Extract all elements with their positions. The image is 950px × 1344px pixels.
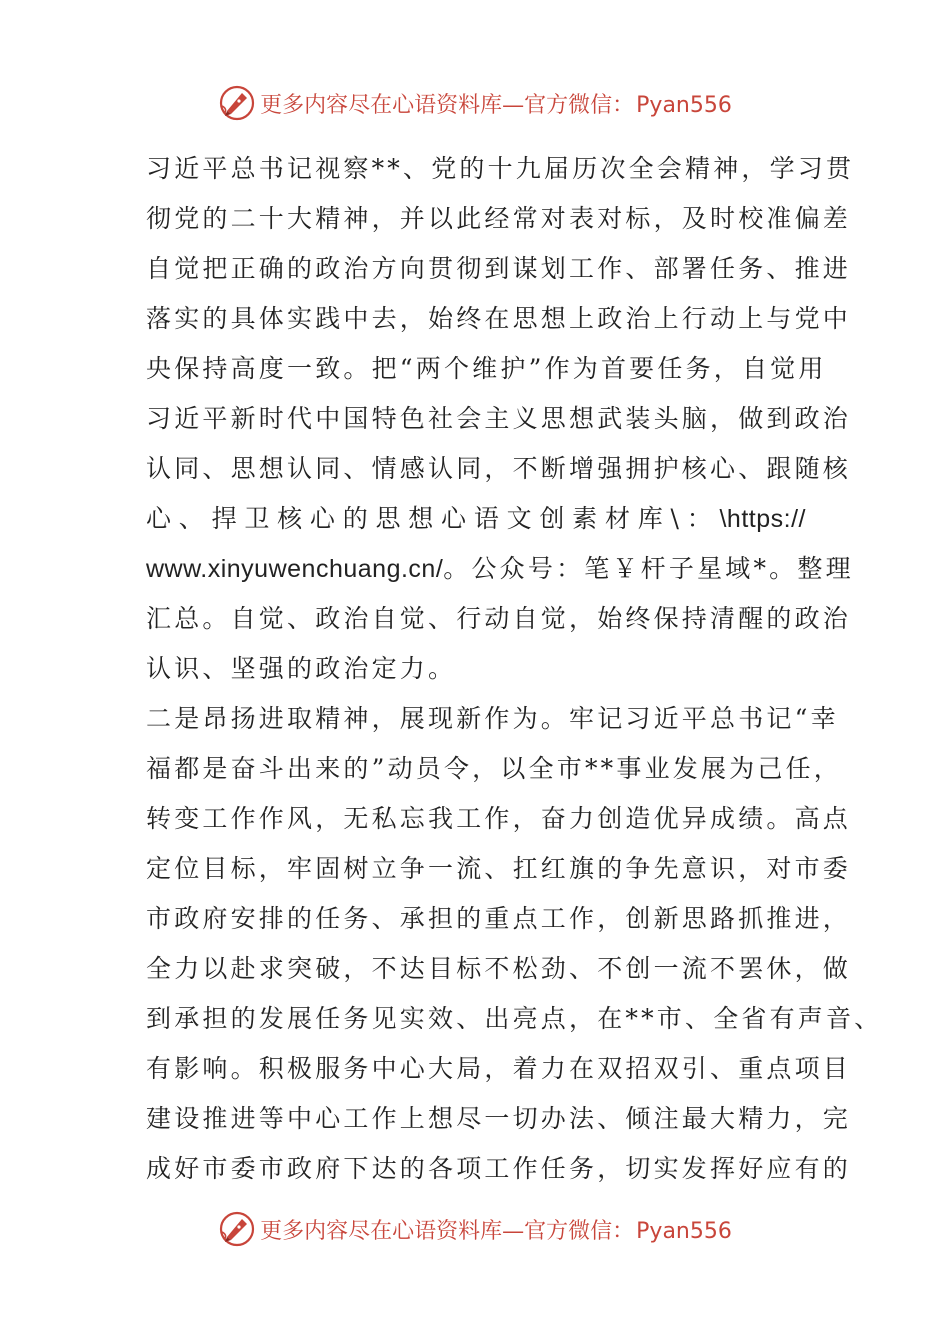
char: 材 xyxy=(604,504,630,533)
watermark-wechat-id: Pyan556 xyxy=(636,92,732,118)
text-line: 彻党的二十大精神，并以此经常对表对标，及时校准偏差 xyxy=(146,204,852,233)
char: 思 xyxy=(375,504,401,533)
char: 心 xyxy=(146,504,172,533)
watermark-site-text: 更多内容尽在心语资料库 xyxy=(260,92,503,118)
text-line: 到承担的发展任务见实效、出亮点，在**市、全省有声音、 xyxy=(146,1004,883,1033)
text-line: 有影响。积极服务中心大局，着力在双招双引、重点项目 xyxy=(146,1054,852,1083)
char: 心 xyxy=(309,504,335,533)
text-line: 定位目标，牢固树立争一流、扛红旗的争先意识，对市委 xyxy=(146,854,852,883)
char: 、 xyxy=(178,504,204,533)
watermark-wechat-id: Pyan556 xyxy=(636,1218,732,1244)
url-line-rest: 。公众号：笔￥杆子星域*。整理 xyxy=(443,554,854,583)
text-line: 市政府安排的任务、承担的重点工作，创新思路抓推进， xyxy=(146,904,852,933)
text-line: 落实的具体实践中去，始终在思想上政治上行动上与党中 xyxy=(146,304,852,333)
watermark-banner-bottom xyxy=(0,1209,950,1249)
text-line: 成好市委市政府下达的各项工作任务，切实发挥好应有的 xyxy=(146,1154,852,1183)
text-line-justified xyxy=(146,496,806,546)
text-line: 转变工作作风，无私忘我工作，奋力创造优异成绩。高点 xyxy=(146,804,852,833)
char: ： xyxy=(686,504,712,533)
char: \ xyxy=(670,504,679,533)
char: 卫 xyxy=(244,504,270,533)
text-line: 认同、思想认同、情感认同，不断增强拥护核心、跟随核 xyxy=(146,454,852,483)
text-line: 建设推进等中心工作上想尽一切办法、倾注最大精力，完 xyxy=(146,1104,852,1133)
text-line-url xyxy=(146,546,854,596)
text-line: 全力以赴求突破，不达目标不松劲、不创一流不罢休，做 xyxy=(146,954,852,983)
watermark-site-text: 更多内容尽在心语资料库 xyxy=(260,1218,503,1244)
char: 想 xyxy=(408,504,434,533)
char: 捍 xyxy=(211,504,237,533)
char: 语 xyxy=(473,504,499,533)
char: 创 xyxy=(539,504,565,533)
text-line: 习近平新时代中国特色社会主义思想武装头脑，做到政治 xyxy=(146,404,852,433)
text-line: 自觉把正确的政治方向贯彻到谋划工作、部署任务、推进 xyxy=(146,254,852,283)
text-line: 福都是奋斗出来的”动员令，以全市**事业发展为己任， xyxy=(146,754,842,783)
document-body xyxy=(146,146,883,1196)
char: 的 xyxy=(342,504,368,533)
text-line: 习近平总书记视察**、党的十九届历次全会精神，学习贯 xyxy=(146,154,855,183)
url-fragment: \https:// xyxy=(719,505,806,533)
watermark-separator: — xyxy=(502,92,525,118)
watermark-official-label: 官方微信： xyxy=(524,92,635,118)
char: 核 xyxy=(277,504,303,533)
pen-nib-logo-icon xyxy=(218,84,256,122)
char: 文 xyxy=(506,504,532,533)
watermark-text xyxy=(260,1214,732,1245)
text-line: 二是昂扬进取精神，展现新作为。牢记习近平总书记“幸 xyxy=(146,704,839,733)
website-url: www.xinyuwenchuang.cn/ xyxy=(146,555,444,583)
text-line: 认识、坚强的政治定力。 xyxy=(146,654,457,683)
char: 心 xyxy=(441,504,467,533)
watermark-banner-top xyxy=(0,83,950,123)
char: 素 xyxy=(572,504,598,533)
watermark-official-label: 官方微信： xyxy=(524,1218,635,1244)
pen-nib-logo-icon xyxy=(218,1210,256,1248)
text-line: 汇总。自觉、政治自觉、行动自觉，始终保持清醒的政治 xyxy=(146,604,852,633)
watermark-text xyxy=(260,88,732,119)
char: 库 xyxy=(637,504,663,533)
text-line: 央保持高度一致。把“两个维护”作为首要任务，自觉用 xyxy=(146,354,827,383)
watermark-separator: — xyxy=(502,1218,525,1244)
